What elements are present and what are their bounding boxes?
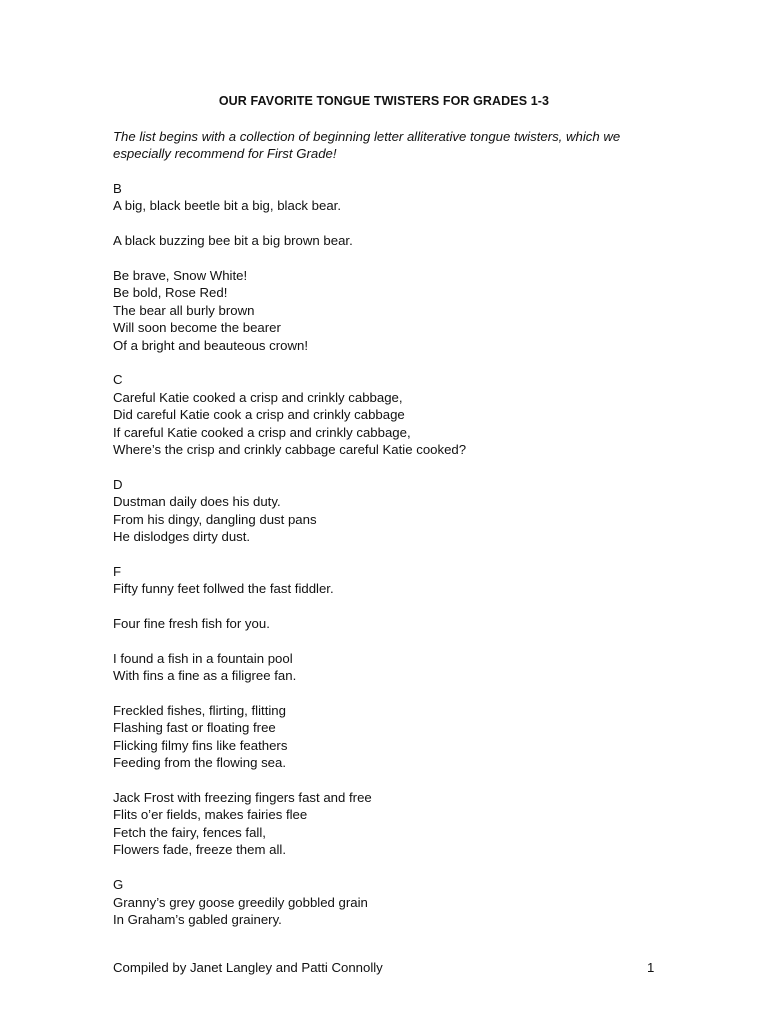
tongue-twister: [113, 267, 673, 354]
twister-line: Where’s the crisp and crinkly cabbage careful Katie cooked?: [113, 442, 467, 458]
spacer: [113, 545, 673, 562]
spacer: [113, 859, 673, 876]
tongue-twister: [113, 493, 673, 545]
footer-credit: Compiled by Janet Langley and Patti Connolly: [113, 960, 383, 975]
twister-line: Flicking filmy fins like feathers: [113, 737, 288, 753]
twister-line: In Graham’s gabled grainery.: [113, 911, 282, 927]
twister-line: Fifty funny feet follwed the fast fiddler.: [113, 581, 334, 597]
twister-line: Will soon become the bearer: [113, 320, 281, 336]
intro-line: The list begins with a collection of beginning letter alliterative tongue twisters, which we: [113, 129, 621, 144]
twister-line: Of a bright and beauteous crown!: [113, 337, 309, 353]
tongue-twister: [113, 389, 673, 459]
twister-line: Freckled fishes, flirting, flitting: [113, 703, 286, 719]
tongue-twister-list: [113, 180, 673, 928]
twister-line: I found a fish in a fountain pool: [113, 650, 293, 666]
page-number: 1: [647, 960, 655, 975]
twister-line: A big, black beetle bit a big, black bear.: [113, 198, 341, 214]
twister-line: From his dingy, dangling dust pans: [113, 511, 317, 527]
tongue-twister: [113, 580, 673, 597]
spacer: [113, 458, 673, 475]
twister-line: With fins a fine as a filigree fan.: [113, 668, 297, 684]
letter-section-f: [113, 563, 673, 859]
document-title: OUR FAVORITE TONGUE TWISTERS FOR GRADES 1-3: [218, 94, 550, 108]
twister-line: Flashing fast or floating free: [113, 720, 276, 736]
spacer: [113, 215, 673, 232]
twister-line: A black buzzing bee bit a big brown bear.: [113, 233, 353, 249]
intro-line: especially recommend for First Grade!: [113, 146, 337, 162]
section-letter: G: [113, 877, 124, 893]
letter-section-c: [113, 371, 673, 458]
twister-line: Flits o’er fields, makes fairies flee: [113, 807, 308, 823]
letter-section-d: [113, 476, 673, 546]
spacer: [113, 632, 673, 649]
spacer: [113, 772, 673, 789]
section-letter: D: [113, 476, 123, 492]
twister-line: Jack Frost with freezing fingers fast and free: [113, 790, 372, 806]
twister-line: Fetch the fairy, fences fall,: [113, 824, 266, 840]
twister-line: Did careful Katie cook a crisp and crinkly cabbage: [113, 407, 405, 423]
letter-section-b: [113, 180, 673, 354]
twister-line: He dislodges dirty dust.: [113, 529, 251, 545]
spacer: [113, 598, 673, 615]
section-letter: C: [113, 372, 123, 388]
twister-line: The bear all burly brown: [113, 302, 255, 318]
twister-line: If careful Katie cooked a crisp and crinkly cabbage,: [113, 424, 411, 440]
spacer: [113, 250, 673, 267]
tongue-twister: [113, 197, 673, 214]
spacer: [113, 354, 673, 371]
spacer: [113, 685, 673, 702]
twister-line: Granny’s grey goose greedily gobbled grain: [113, 894, 368, 910]
twister-line: Four fine fresh fish for you.: [113, 616, 270, 632]
tongue-twister: [113, 894, 673, 929]
tongue-twister: [113, 615, 673, 632]
tongue-twister: [113, 232, 673, 249]
tongue-twister: [113, 650, 673, 685]
twister-line: Be brave, Snow White!: [113, 268, 248, 283]
tongue-twister: [113, 789, 673, 859]
intro-paragraph: [113, 128, 653, 163]
twister-line: Careful Katie cooked a crisp and crinkly cabbage,: [113, 389, 403, 405]
twister-line: Flowers fade, freeze them all.: [113, 842, 286, 858]
letter-section-g: [113, 876, 673, 928]
twister-line: Feeding from the flowing sea.: [113, 755, 286, 771]
twister-line: Dustman daily does his duty.: [113, 494, 281, 510]
twister-line: Be bold, Rose Red!: [113, 285, 228, 301]
tongue-twister: [113, 702, 673, 772]
section-letter: F: [113, 563, 122, 579]
section-letter: B: [113, 181, 122, 196]
